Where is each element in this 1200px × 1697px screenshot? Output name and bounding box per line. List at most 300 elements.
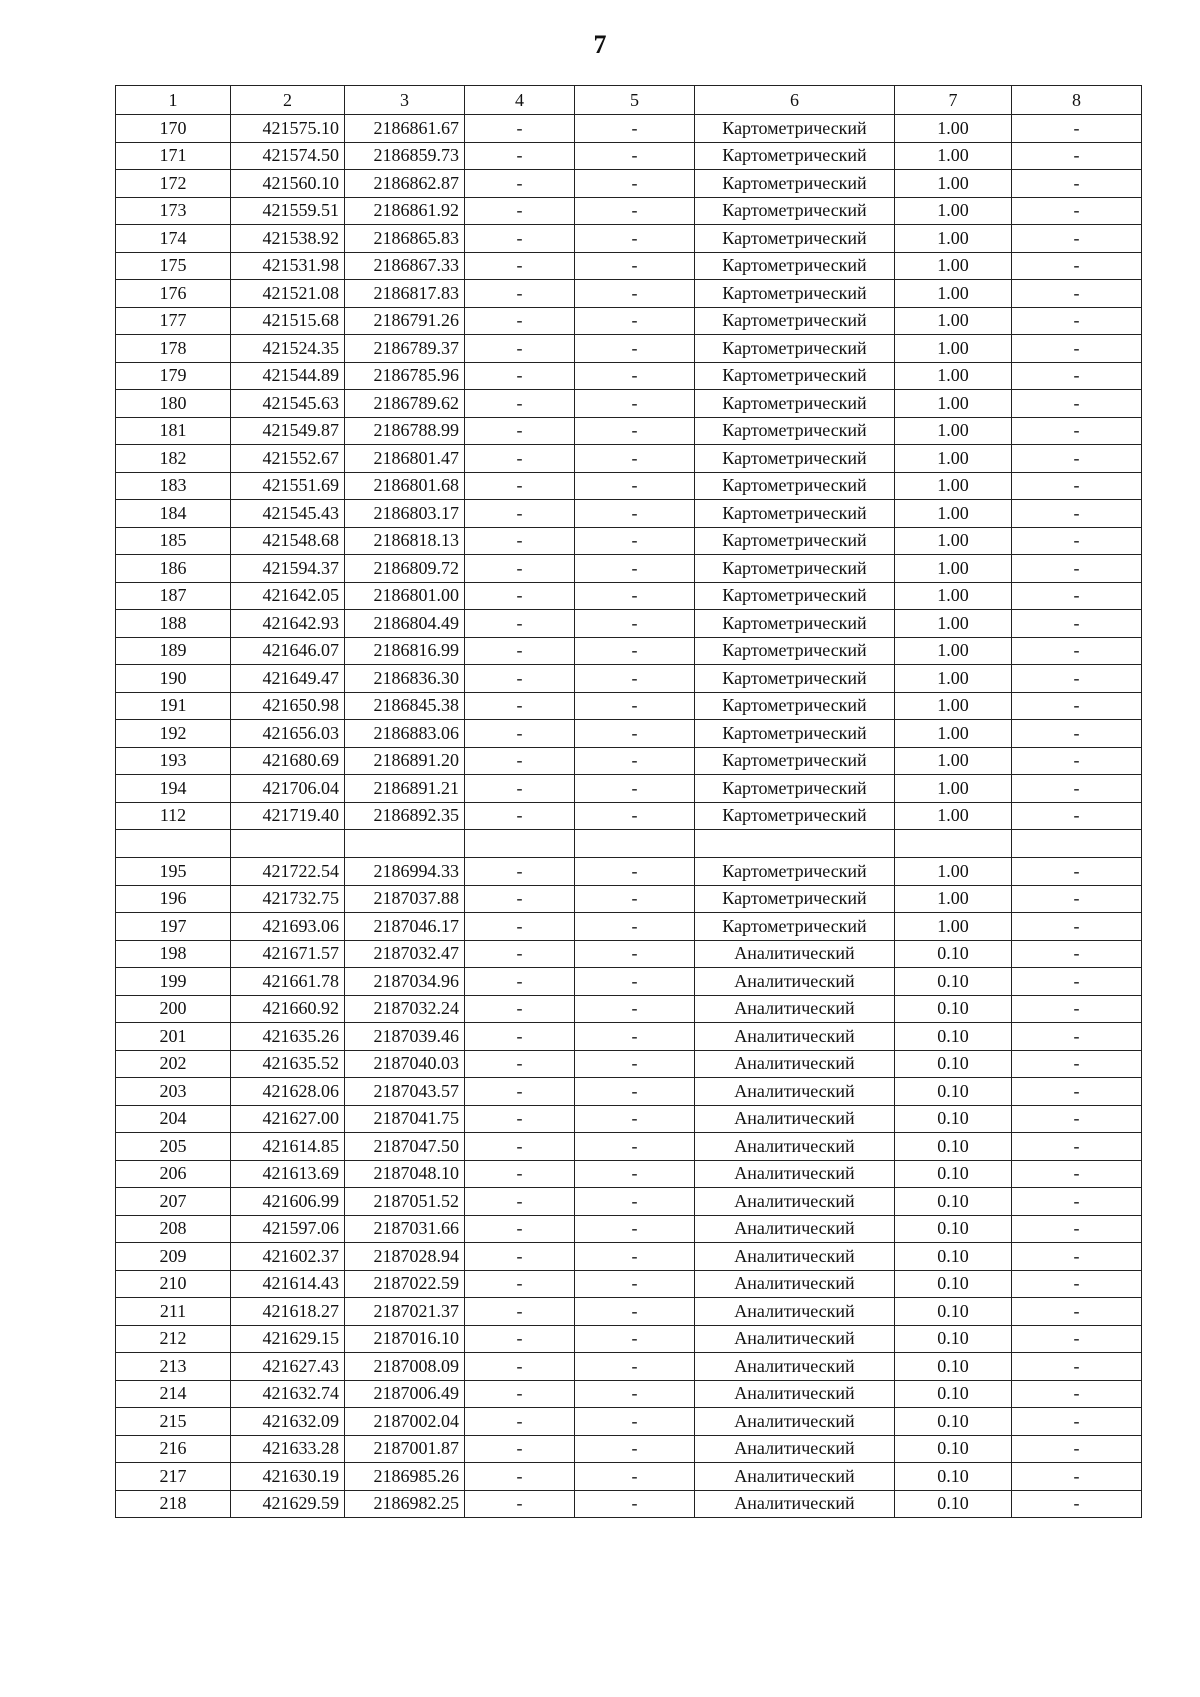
table-cell-col-5: - <box>575 802 695 830</box>
table-cell-col-2: 421656.03 <box>231 720 345 748</box>
table-cell-col-8: - <box>1012 1408 1142 1436</box>
table-cell-col-7: 1.00 <box>895 142 1012 170</box>
table-cell-col-2: 421614.85 <box>231 1133 345 1161</box>
table-cell-col-8: - <box>1012 362 1142 390</box>
table-cell-col-2: 421602.37 <box>231 1243 345 1271</box>
table-cell-col-8: - <box>1012 307 1142 335</box>
table-cell-col-8: - <box>1012 913 1142 941</box>
column-header-7: 7 <box>895 86 1012 115</box>
table-cell-col-3: 2187037.88 <box>345 885 465 913</box>
table-cell-col-3: 2186883.06 <box>345 720 465 748</box>
table-row <box>116 995 1142 1023</box>
table-cell-col-3: 2186789.62 <box>345 390 465 418</box>
table-cell-col-3: 2187008.09 <box>345 1353 465 1381</box>
table-cell-col-2: 421594.37 <box>231 555 345 583</box>
table-cell-col-6: Картометрический <box>695 197 895 225</box>
table-cell-col-4: - <box>465 747 575 775</box>
table-cell-col-7: 1.00 <box>895 390 1012 418</box>
table-cell-col-4: - <box>465 527 575 555</box>
table-cell-col-5: - <box>575 637 695 665</box>
table-row <box>116 1353 1142 1381</box>
table-cell-col-4: - <box>465 390 575 418</box>
table-cell-col-1: 172 <box>116 170 231 198</box>
table-cell-col-1: 186 <box>116 555 231 583</box>
table-cell-col-6: Аналитический <box>695 1188 895 1216</box>
table-cell-col-6: Аналитический <box>695 1298 895 1326</box>
table-cell-col-4: - <box>465 197 575 225</box>
table-row <box>116 527 1142 555</box>
table-cell-col-3: 2187043.57 <box>345 1078 465 1106</box>
table-cell-col-7 <box>895 830 1012 858</box>
table-cell-col-7: 0.10 <box>895 1243 1012 1271</box>
table-cell-col-2: 421661.78 <box>231 968 345 996</box>
table-cell-col-5: - <box>575 1160 695 1188</box>
table-cell-col-5: - <box>575 1463 695 1491</box>
table-cell-col-6: Картометрический <box>695 472 895 500</box>
table-cell-col-5: - <box>575 720 695 748</box>
table-cell-col-8: - <box>1012 802 1142 830</box>
table-cell-col-3: 2187046.17 <box>345 913 465 941</box>
table-cell-col-5: - <box>575 1380 695 1408</box>
table-row <box>116 115 1142 143</box>
table-cell-col-3: 2186985.26 <box>345 1463 465 1491</box>
table-cell-col-4: - <box>465 610 575 638</box>
table-cell-col-3: 2186789.37 <box>345 335 465 363</box>
table-cell-col-4: - <box>465 362 575 390</box>
table-cell-col-2: 421649.47 <box>231 665 345 693</box>
table-cell-col-7: 1.00 <box>895 720 1012 748</box>
table-row <box>116 1270 1142 1298</box>
table-cell-col-8: - <box>1012 665 1142 693</box>
table-cell-col-7: 1.00 <box>895 307 1012 335</box>
table-cell-col-8: - <box>1012 940 1142 968</box>
table-cell-col-7: 1.00 <box>895 610 1012 638</box>
table-cell-col-8: - <box>1012 1243 1142 1271</box>
table-cell-col-6: Картометрический <box>695 720 895 748</box>
table-cell-col-8: - <box>1012 225 1142 253</box>
table-cell-col-8: - <box>1012 582 1142 610</box>
table-cell-col-6: Аналитический <box>695 1023 895 1051</box>
table-cell-col-2: 421613.69 <box>231 1160 345 1188</box>
table-cell-col-8: - <box>1012 1298 1142 1326</box>
table-header-row <box>116 86 1142 115</box>
table-row <box>116 913 1142 941</box>
table-cell-col-2: 421524.35 <box>231 335 345 363</box>
table-cell-col-6: Аналитический <box>695 1490 895 1518</box>
table-row <box>116 1105 1142 1133</box>
table-cell-col-7: 0.10 <box>895 968 1012 996</box>
page-number: 7 <box>593 30 607 59</box>
table-cell-col-6: Картометрический <box>695 417 895 445</box>
table-cell-col-3: 2186836.30 <box>345 665 465 693</box>
table-cell-col-8: - <box>1012 637 1142 665</box>
table-cell-col-4: - <box>465 1298 575 1326</box>
table-cell-col-4: - <box>465 858 575 886</box>
table-cell-col-4: - <box>465 582 575 610</box>
table-cell-col-6: Картометрический <box>695 582 895 610</box>
table-cell-col-7: 0.10 <box>895 1270 1012 1298</box>
table-cell-col-3: 2186817.83 <box>345 280 465 308</box>
table-cell-col-5: - <box>575 335 695 363</box>
table-cell-col-8: - <box>1012 1078 1142 1106</box>
table-cell-col-6: Аналитический <box>695 1353 895 1381</box>
table-cell-col-7: 1.00 <box>895 582 1012 610</box>
table-cell-col-7: 1.00 <box>895 225 1012 253</box>
table-cell-col-5: - <box>575 940 695 968</box>
table-cell-col-1: 182 <box>116 445 231 473</box>
coordinates-table <box>115 85 1142 1518</box>
table-cell-col-2: 421635.52 <box>231 1050 345 1078</box>
table-cell-col-5: - <box>575 1133 695 1161</box>
table-cell-col-3: 2187039.46 <box>345 1023 465 1051</box>
table-cell-col-8: - <box>1012 1490 1142 1518</box>
table-cell-col-3: 2186891.21 <box>345 775 465 803</box>
table-cell-col-1: 210 <box>116 1270 231 1298</box>
table-cell-col-3: 2186801.47 <box>345 445 465 473</box>
table-cell-col-6: Аналитический <box>695 1270 895 1298</box>
table-row <box>116 445 1142 473</box>
table-cell-col-5: - <box>575 170 695 198</box>
table-cell-col-7: 1.00 <box>895 170 1012 198</box>
table-cell-col-6: Картометрический <box>695 362 895 390</box>
table-cell-col-3: 2187031.66 <box>345 1215 465 1243</box>
table-row <box>116 720 1142 748</box>
table-cell-col-7: 1.00 <box>895 747 1012 775</box>
table-cell-col-3 <box>345 830 465 858</box>
table-cell-col-2: 421538.92 <box>231 225 345 253</box>
table-cell-col-5: - <box>575 1050 695 1078</box>
table-cell-col-1: 184 <box>116 500 231 528</box>
table-cell-col-6: Картометрический <box>695 913 895 941</box>
table-cell-col-2: 421629.59 <box>231 1490 345 1518</box>
table-cell-col-4: - <box>465 1325 575 1353</box>
table-cell-col-5: - <box>575 1270 695 1298</box>
table-row <box>116 252 1142 280</box>
table-cell-col-6: Картометрический <box>695 802 895 830</box>
table-cell-col-5: - <box>575 225 695 253</box>
table-row <box>116 142 1142 170</box>
table-cell-col-5: - <box>575 527 695 555</box>
table-cell-col-4: - <box>465 500 575 528</box>
table-cell-col-5: - <box>575 775 695 803</box>
table-cell-col-5 <box>575 830 695 858</box>
table-cell-col-1: 218 <box>116 1490 231 1518</box>
table-cell-col-2: 421635.26 <box>231 1023 345 1051</box>
table-cell-col-2: 421630.19 <box>231 1463 345 1491</box>
table-row <box>116 280 1142 308</box>
table-cell-col-8: - <box>1012 1023 1142 1051</box>
table-cell-col-3: 2187001.87 <box>345 1435 465 1463</box>
table-cell-col-6: Аналитический <box>695 995 895 1023</box>
table-cell-col-1: 193 <box>116 747 231 775</box>
table-cell-col-1: 195 <box>116 858 231 886</box>
table-row <box>116 555 1142 583</box>
table-cell-col-6: Картометрический <box>695 170 895 198</box>
table-cell-col-3: 2186818.13 <box>345 527 465 555</box>
table-cell-col-4: - <box>465 1160 575 1188</box>
table-cell-col-5: - <box>575 1023 695 1051</box>
table-row <box>116 665 1142 693</box>
table-cell-col-4: - <box>465 775 575 803</box>
table-cell-col-2: 421548.68 <box>231 527 345 555</box>
table-row <box>116 968 1142 996</box>
table-cell-col-6: Картометрический <box>695 775 895 803</box>
table-cell-col-6: Картометрический <box>695 665 895 693</box>
table-row <box>116 1243 1142 1271</box>
table-cell-col-2: 421574.50 <box>231 142 345 170</box>
table-cell-col-1: 183 <box>116 472 231 500</box>
table-cell-col-3: 2187028.94 <box>345 1243 465 1271</box>
table-cell-col-4: - <box>465 1023 575 1051</box>
table-row <box>116 225 1142 253</box>
table-cell-col-5: - <box>575 610 695 638</box>
table-row <box>116 472 1142 500</box>
table-cell-col-2: 421552.67 <box>231 445 345 473</box>
table-row <box>116 775 1142 803</box>
table-row <box>116 1298 1142 1326</box>
table-cell-col-5: - <box>575 1490 695 1518</box>
table-cell-col-7: 0.10 <box>895 1490 1012 1518</box>
table-cell-col-7: 1.00 <box>895 280 1012 308</box>
table-cell-col-8: - <box>1012 1160 1142 1188</box>
table-cell-col-6: Аналитический <box>695 1160 895 1188</box>
table-cell-col-2: 421693.06 <box>231 913 345 941</box>
table-cell-col-3: 2187032.47 <box>345 940 465 968</box>
table-cell-col-1: 192 <box>116 720 231 748</box>
table-cell-col-3: 2186788.99 <box>345 417 465 445</box>
table-cell-col-5: - <box>575 665 695 693</box>
table-cell-col-8: - <box>1012 775 1142 803</box>
table-cell-col-8: - <box>1012 252 1142 280</box>
table-cell-col-6: Картометрический <box>695 500 895 528</box>
table-cell-col-3: 2186809.72 <box>345 555 465 583</box>
table-cell-col-2: 421660.92 <box>231 995 345 1023</box>
table-cell-col-2: 421575.10 <box>231 115 345 143</box>
table-cell-col-1: 171 <box>116 142 231 170</box>
table-row <box>116 1215 1142 1243</box>
table-row <box>116 1380 1142 1408</box>
table-cell-col-1: 207 <box>116 1188 231 1216</box>
table-cell-col-2: 421632.74 <box>231 1380 345 1408</box>
table-cell-col-3: 2186816.99 <box>345 637 465 665</box>
table-row <box>116 390 1142 418</box>
table-row <box>116 362 1142 390</box>
table-cell-col-2: 421706.04 <box>231 775 345 803</box>
table-cell-col-8: - <box>1012 197 1142 225</box>
table-cell-col-4: - <box>465 555 575 583</box>
table-cell-col-8: - <box>1012 1133 1142 1161</box>
table-cell-col-2: 421551.69 <box>231 472 345 500</box>
table-cell-col-1: 212 <box>116 1325 231 1353</box>
table-cell-col-1: 215 <box>116 1408 231 1436</box>
table-cell-col-4: - <box>465 335 575 363</box>
table-cell-col-1: 200 <box>116 995 231 1023</box>
table-cell-col-3: 2186891.20 <box>345 747 465 775</box>
table-cell-col-2: 421646.07 <box>231 637 345 665</box>
table-cell-col-6: Картометрический <box>695 555 895 583</box>
table-cell-col-1: 211 <box>116 1298 231 1326</box>
table-cell-col-1: 205 <box>116 1133 231 1161</box>
table-cell-col-1: 216 <box>116 1435 231 1463</box>
table-row <box>116 1435 1142 1463</box>
table-cell-col-2: 421549.87 <box>231 417 345 445</box>
table-cell-col-7: 0.10 <box>895 1105 1012 1133</box>
table-cell-col-7: 1.00 <box>895 555 1012 583</box>
table-cell-col-3: 2187048.10 <box>345 1160 465 1188</box>
table-cell-col-7: 0.10 <box>895 940 1012 968</box>
table-cell-col-1 <box>116 830 231 858</box>
table-cell-col-6: Картометрический <box>695 885 895 913</box>
column-header-2: 2 <box>231 86 345 115</box>
table-cell-col-3: 2187006.49 <box>345 1380 465 1408</box>
table-cell-col-4: - <box>465 472 575 500</box>
table-cell-col-2: 421650.98 <box>231 692 345 720</box>
table-cell-col-1: 188 <box>116 610 231 638</box>
table-cell-col-5: - <box>575 995 695 1023</box>
table-cell-col-8: - <box>1012 335 1142 363</box>
table-cell-col-5: - <box>575 1078 695 1106</box>
table-cell-col-4: - <box>465 1463 575 1491</box>
table-row <box>116 1133 1142 1161</box>
column-header-5: 5 <box>575 86 695 115</box>
table-cell-col-5: - <box>575 115 695 143</box>
table-cell-col-1: 175 <box>116 252 231 280</box>
table-cell-col-8: - <box>1012 1380 1142 1408</box>
table-row <box>116 335 1142 363</box>
table-cell-col-7: 0.10 <box>895 1325 1012 1353</box>
table-cell-col-6: Аналитический <box>695 1380 895 1408</box>
table-cell-col-4: - <box>465 1105 575 1133</box>
table-cell-col-6: Аналитический <box>695 1408 895 1436</box>
table-cell-col-2: 421633.28 <box>231 1435 345 1463</box>
table-row <box>116 802 1142 830</box>
table-cell-col-6 <box>695 830 895 858</box>
table-cell-col-6: Картометрический <box>695 280 895 308</box>
table-cell-col-8: - <box>1012 1270 1142 1298</box>
table-cell-col-8: - <box>1012 527 1142 555</box>
table-cell-col-8: - <box>1012 858 1142 886</box>
table-cell-col-8: - <box>1012 115 1142 143</box>
table-cell-col-4 <box>465 830 575 858</box>
table-cell-col-7: 1.00 <box>895 692 1012 720</box>
table-cell-col-2: 421606.99 <box>231 1188 345 1216</box>
table-cell-col-8 <box>1012 830 1142 858</box>
table-cell-col-8: - <box>1012 390 1142 418</box>
table-cell-col-6: Аналитический <box>695 1463 895 1491</box>
table-cell-col-4: - <box>465 1078 575 1106</box>
table-cell-col-1: 181 <box>116 417 231 445</box>
table-cell-col-7: 0.10 <box>895 1078 1012 1106</box>
table-cell-col-4: - <box>465 1435 575 1463</box>
table-cell-col-1: 214 <box>116 1380 231 1408</box>
table-cell-col-2: 421719.40 <box>231 802 345 830</box>
table-cell-col-4: - <box>465 1408 575 1436</box>
table-cell-col-1: 190 <box>116 665 231 693</box>
table-cell-col-7: 0.10 <box>895 1380 1012 1408</box>
table-cell-col-1: 179 <box>116 362 231 390</box>
table-cell-col-2: 421545.43 <box>231 500 345 528</box>
table-row <box>116 610 1142 638</box>
table-cell-col-5: - <box>575 858 695 886</box>
column-header-6: 6 <box>695 86 895 115</box>
table-cell-col-1: 112 <box>116 802 231 830</box>
table-cell-col-5: - <box>575 1188 695 1216</box>
table-cell-col-8: - <box>1012 1050 1142 1078</box>
table-cell-col-6: Картометрический <box>695 225 895 253</box>
table-cell-col-3: 2186861.92 <box>345 197 465 225</box>
table-cell-col-2 <box>231 830 345 858</box>
table-row <box>116 1023 1142 1051</box>
table-cell-col-1: 197 <box>116 913 231 941</box>
table-cell-col-3: 2186861.67 <box>345 115 465 143</box>
table-cell-col-7: 1.00 <box>895 858 1012 886</box>
table-cell-col-3: 2186801.00 <box>345 582 465 610</box>
table-cell-col-8: - <box>1012 445 1142 473</box>
table-cell-col-2: 421597.06 <box>231 1215 345 1243</box>
table-cell-col-1: 196 <box>116 885 231 913</box>
table-cell-col-1: 208 <box>116 1215 231 1243</box>
table-cell-col-7: 0.10 <box>895 1353 1012 1381</box>
table-cell-col-5: - <box>575 1215 695 1243</box>
table-cell-col-3: 2186862.87 <box>345 170 465 198</box>
table-cell-col-6: Аналитический <box>695 968 895 996</box>
table-row <box>116 692 1142 720</box>
table-cell-col-3: 2186982.25 <box>345 1490 465 1518</box>
table-cell-col-8: - <box>1012 1463 1142 1491</box>
table-cell-col-5: - <box>575 555 695 583</box>
table-cell-col-3: 2187002.04 <box>345 1408 465 1436</box>
table-row <box>116 1078 1142 1106</box>
table-cell-col-2: 421545.63 <box>231 390 345 418</box>
table-cell-col-4: - <box>465 885 575 913</box>
table-cell-col-3: 2186785.96 <box>345 362 465 390</box>
table-cell-col-4: - <box>465 913 575 941</box>
table-cell-col-4: - <box>465 637 575 665</box>
table-cell-col-4: - <box>465 280 575 308</box>
table-cell-col-6: Картометрический <box>695 637 895 665</box>
table-cell-col-5: - <box>575 692 695 720</box>
table-cell-col-8: - <box>1012 968 1142 996</box>
table-cell-col-6: Аналитический <box>695 1215 895 1243</box>
table-cell-col-3: 2186865.83 <box>345 225 465 253</box>
table-cell-col-2: 421722.54 <box>231 858 345 886</box>
table-cell-col-4: - <box>465 417 575 445</box>
table-cell-col-3: 2187040.03 <box>345 1050 465 1078</box>
table-cell-col-3: 2186859.73 <box>345 142 465 170</box>
table-cell-col-6: Аналитический <box>695 1105 895 1133</box>
table-cell-col-5: - <box>575 197 695 225</box>
table-cell-col-5: - <box>575 280 695 308</box>
table-row <box>116 885 1142 913</box>
table-cell-col-8: - <box>1012 142 1142 170</box>
table-cell-col-5: - <box>575 582 695 610</box>
table-cell-col-4: - <box>465 1215 575 1243</box>
table-cell-col-1: 187 <box>116 582 231 610</box>
table-cell-col-3: 2187034.96 <box>345 968 465 996</box>
table-row <box>116 1160 1142 1188</box>
table-cell-col-4: - <box>465 252 575 280</box>
table-cell-col-7: 1.00 <box>895 362 1012 390</box>
table-cell-col-7: 0.10 <box>895 1408 1012 1436</box>
table-cell-col-7: 0.10 <box>895 1435 1012 1463</box>
table-cell-col-1: 178 <box>116 335 231 363</box>
table-cell-col-6: Картометрический <box>695 747 895 775</box>
table-cell-col-5: - <box>575 968 695 996</box>
table-cell-col-1: 213 <box>116 1353 231 1381</box>
table-cell-col-4: - <box>465 142 575 170</box>
table-cell-col-5: - <box>575 1435 695 1463</box>
table-row <box>116 307 1142 335</box>
